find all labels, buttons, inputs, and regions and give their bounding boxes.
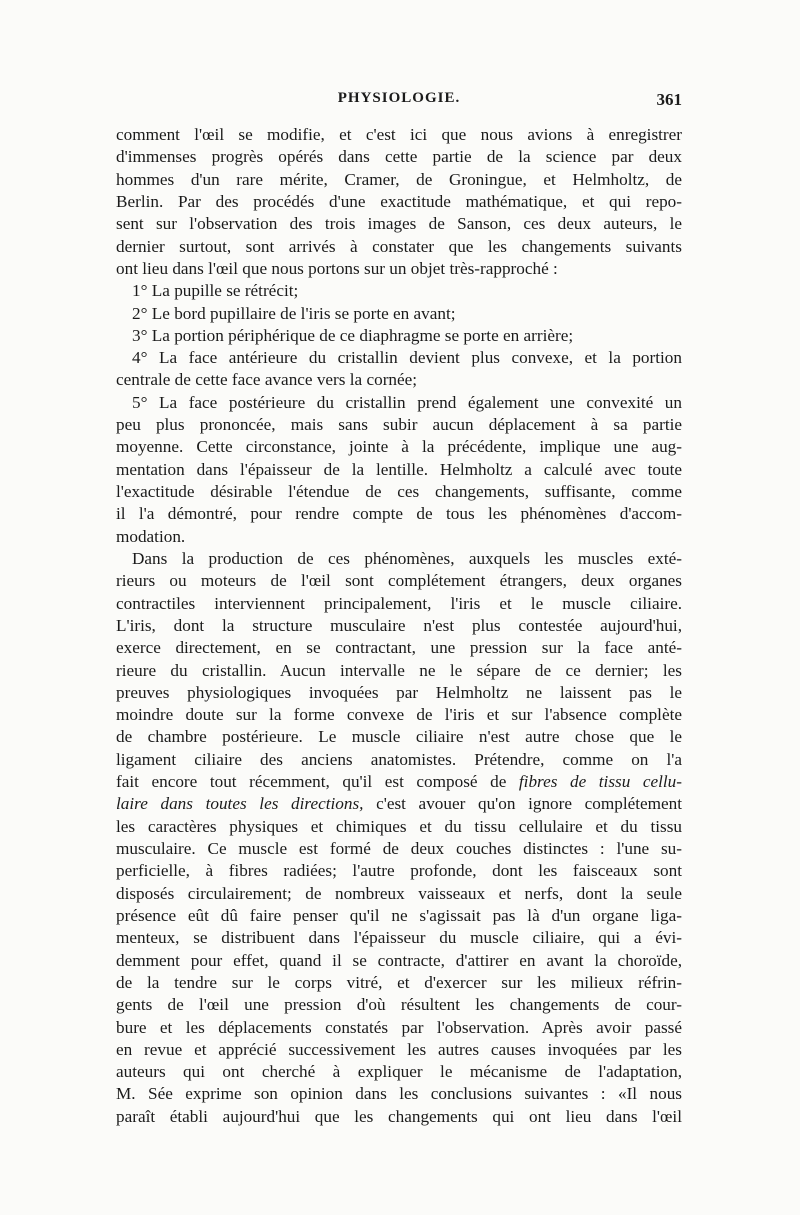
text-line: rieure du cristallin. Aucun intervalle ne le sépare de ce dernier; les [116,660,682,680]
list-item: 4° La face antérieure du cristallin devient plus convexe, et la portion [132,348,682,368]
text-line: dernier surtout, sont arrivés à constater que les changements suivants [116,236,682,256]
text-line: les caractères physiques et chimiques et du tissu cellulaire et du tissu [116,816,682,836]
text-line: disposés circulairement; de nombreux vaisseaux et nerfs, dont la seule [116,883,682,903]
text-line: comment l'œil se modifie, et c'est ici que nous avions à enregistrer [116,125,682,144]
text-line: Dans la production de ces phénomènes, auxquels les muscles exté- [132,548,682,568]
text-line: contractiles interviennent principalement, l'iris et le muscle ciliaire. [116,593,682,613]
text-line-mixed [116,793,682,815]
list-item: 1° La pupille se rétrécit; [132,281,299,301]
text-line: peu plus prononcée, mais sans subir aucun déplacement à sa partie [116,415,682,435]
text-line: l'exactitude désirable l'étendue de ces changements, suffisante, comme [116,482,682,501]
text-line-mixed [116,771,682,793]
text-line: d'immenses progrès opérés dans cette partie de la science par deux [116,147,682,167]
text-line: gents de l'œil une pression d'où résultent les changements de cour- [116,995,682,1015]
text-line: exerce directement, en se contractant, une pression sur la face anté- [116,638,682,658]
text-line: sent sur l'observation des trois images de Sanson, ces deux auteurs, le [116,214,682,234]
running-header [116,90,682,114]
text-segment: fait encore tout récemment, qu'il est composé de [116,772,507,792]
text-segment: c'est avouer qu'on ignore complétement [376,794,682,814]
text-line: demment pour effet, quand il se contracte, d'attirer en avant la choroïde, [116,950,682,970]
text-line: moyenne. Cette circonstance, jointe à la précédente, implique une aug- [116,437,682,457]
text-body [116,124,682,1128]
text-line: modation. [116,526,186,546]
text-line: ont lieu dans l'œil que nous portons sur un objet très-rapproché : [116,258,558,278]
text-line: perficielle, à fibres radiées; l'autre profonde, dont les faisceaux sont [116,861,682,881]
text-line: Berlin. Par des procédés d'une exactitude mathématique, et qui repo- [116,191,682,211]
text-line: présence eût dû faire penser qu'il ne s'agissait pas là d'un organe liga- [116,905,682,925]
text-line: musculaire. Ce muscle est formé de deux couches distinctes : l'une su- [116,839,682,858]
text-line: L'iris, dont la structure musculaire n'est plus contestée aujourd'hui, [116,615,682,635]
text-line: ligament ciliaire des anciens anatomistes. Prétendre, comme on l'a [116,749,682,769]
text-line: de la tendre sur le corps vitré, et d'exercer sur les milieux réfrin- [116,972,682,992]
text-line: moindre doute sur la forme convexe de l'iris et sur l'absence complète [116,705,682,725]
list-item: 3° La portion périphérique de ce diaphragme se porte en arrière; [132,325,574,345]
text-line: mentation dans l'épaisseur de la lentille. Helmholtz a calculé avec toute [116,459,682,479]
text-line: preuves physiologiques invoquées par Helmholtz ne laissent pas le [116,682,682,702]
italic-segment: fibres de tissu cellu- [518,772,682,792]
list-item: 2° Le bord pupillaire de l'iris se porte en avant; [132,303,456,323]
text-line: bure et les déplacements constatés par l'observation. Après avoir passé [116,1017,682,1037]
text-line: de chambre postérieure. Le muscle ciliaire n'est autre chose que le [116,727,682,747]
list-item: 5° La face postérieure du cristallin prend également une convexité un [132,392,682,412]
text-line: menteux, se distribuent dans l'épaisseur du muscle ciliaire, qui a évi- [116,928,682,948]
running-title: PHYSIOLOGIE. [337,90,461,106]
italic-segment: laire dans toutes les directions, [116,794,364,814]
text-line: auteurs qui ont cherché à expliquer le mécanisme de l'adaptation, [116,1062,682,1082]
text-line: hommes d'un rare mérite, Cramer, de Groningue, et Helmholtz, de [116,169,682,189]
text-line: rieurs ou moteurs de l'œil sont complétement étrangers, deux organes [116,571,682,591]
text-line: centrale de cette face avance vers la cornée; [116,370,418,390]
text-line: M. Sée exprime son opinion dans les conclusions suivantes : «Il nous [116,1084,682,1104]
text-line: en revue et apprécié successivement les autres causes invoquées par les [116,1039,682,1059]
page-number: 361 [656,90,682,109]
text-line: paraît établi aujourd'hui que les changements qui ont lieu dans l'œil [116,1106,682,1126]
text-line: il l'a démontré, pour rendre compte de tous les phénomènes d'accom- [116,504,682,524]
